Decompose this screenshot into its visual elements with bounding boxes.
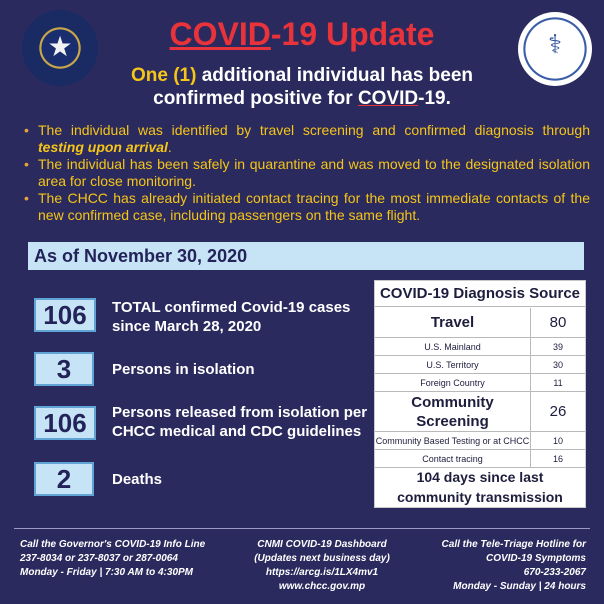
dashboard-link[interactable]: https://arcg.is/1LX4mv1 bbox=[265, 567, 379, 578]
page-title bbox=[100, 16, 504, 53]
footer-divider bbox=[14, 528, 590, 529]
footer-text: Monday - Sunday | 24 hours bbox=[453, 581, 586, 592]
headline-line2: confirmed positive for bbox=[153, 88, 358, 109]
bullet-item bbox=[24, 156, 590, 190]
released-label bbox=[112, 403, 368, 441]
caduceus-icon: ⚕ bbox=[547, 30, 563, 60]
table-row bbox=[375, 450, 585, 468]
isolation-value: 3 bbox=[34, 352, 94, 386]
stat-label-line1: TOTAL confirmed Covid-19 cases bbox=[112, 299, 351, 316]
governor-info-line bbox=[20, 538, 220, 580]
dashboard-info bbox=[240, 538, 404, 594]
footer-text: COVID-19 Symptoms bbox=[485, 553, 586, 564]
bullet-emphasis: testing upon arrival bbox=[38, 139, 168, 155]
as-of-banner: As of November 30, 2020 bbox=[28, 242, 584, 270]
headline-covid: COVID bbox=[357, 88, 419, 109]
tele-triage-info bbox=[410, 538, 586, 594]
table-row bbox=[375, 392, 585, 432]
diagnosis-source-table bbox=[374, 280, 586, 508]
footer-text: Call the Governor's COVID-19 Info Line bbox=[20, 539, 206, 550]
since-line2: community transmission bbox=[397, 489, 563, 505]
table-row bbox=[375, 338, 585, 356]
stat-label-line2: CHCC medical and CDC guidelines bbox=[112, 423, 362, 440]
deaths-value: 2 bbox=[34, 462, 94, 496]
community-label-line2: Screening bbox=[416, 413, 489, 430]
bullet-list bbox=[24, 122, 590, 224]
title-covid: COVID bbox=[169, 16, 271, 52]
community-label-line1: Community bbox=[411, 394, 494, 411]
bullet-text: The individual has been safely in quarantine and was moved to the designated isolation area for close monitoring. bbox=[38, 156, 590, 189]
table-row bbox=[375, 432, 585, 450]
row-label: U.S. Territory bbox=[375, 356, 531, 373]
travel-label: Travel bbox=[375, 308, 531, 337]
headline-count: One (1) bbox=[130, 65, 197, 86]
days-since-transmission bbox=[375, 467, 585, 507]
row-value: 30 bbox=[552, 360, 563, 370]
bullet-text: The individual was identified by travel screening and confirmed diagnosis through bbox=[38, 122, 590, 138]
row-value: 11 bbox=[553, 378, 563, 388]
row-value: 39 bbox=[552, 342, 563, 352]
bullet-suffix: . bbox=[167, 139, 172, 155]
footer-text: Monday - Friday | 7:30 AM to 4:30PM bbox=[20, 567, 194, 578]
footer-text: Call the Tele-Triage Hotline for bbox=[441, 539, 586, 550]
row-label: Community Based Testing or at CHCC bbox=[375, 432, 531, 449]
travel-value: 80 bbox=[549, 314, 567, 331]
row-value: 16 bbox=[552, 454, 563, 464]
total-cases-label bbox=[112, 298, 362, 336]
footer-text: CNMI COVID-19 Dashboard bbox=[257, 539, 387, 550]
isolation-label: Persons in isolation bbox=[112, 361, 255, 378]
bullet-text: The CHCC has already initiated contact tracing for the most immediate contacts of the new confirmed case, including passengers on the same flight. bbox=[38, 190, 590, 223]
stat-label-line2: since March 28, 2020 bbox=[112, 318, 262, 335]
star-icon: ★ bbox=[47, 30, 73, 63]
bullet-item bbox=[24, 190, 590, 224]
since-line1: 104 days since last bbox=[416, 469, 544, 485]
row-label: Contact tracing bbox=[375, 450, 531, 467]
deaths-label: Deaths bbox=[112, 471, 163, 488]
headline bbox=[70, 64, 534, 110]
footer-phone[interactable]: 670-233-2067 bbox=[523, 567, 586, 578]
row-label: U.S. Mainland bbox=[375, 338, 531, 355]
bullet-item bbox=[24, 122, 590, 156]
table-row bbox=[375, 356, 585, 374]
headline-line1: additional individual has been bbox=[196, 65, 474, 86]
community-label bbox=[375, 392, 531, 431]
released-value: 106 bbox=[34, 406, 96, 440]
table-header: COVID-19 Diagnosis Source bbox=[375, 281, 585, 307]
website-link[interactable]: www.chcc.gov.mp bbox=[278, 581, 366, 592]
community-value: 26 bbox=[549, 403, 567, 420]
row-value: 10 bbox=[552, 436, 563, 446]
footer-text: (Updates next business day) bbox=[254, 553, 390, 564]
table-row bbox=[375, 374, 585, 392]
row-label: Foreign Country bbox=[375, 374, 531, 391]
total-cases-value: 106 bbox=[34, 298, 96, 332]
stat-label-line1: Persons released from isolation per bbox=[112, 404, 368, 421]
footer-phone[interactable]: 237-8034 or 237-8037 or 287-0064 bbox=[20, 553, 178, 564]
title-update: -19 Update bbox=[270, 16, 435, 52]
table-row bbox=[375, 308, 585, 338]
headline-line2-end: -19. bbox=[418, 88, 451, 109]
